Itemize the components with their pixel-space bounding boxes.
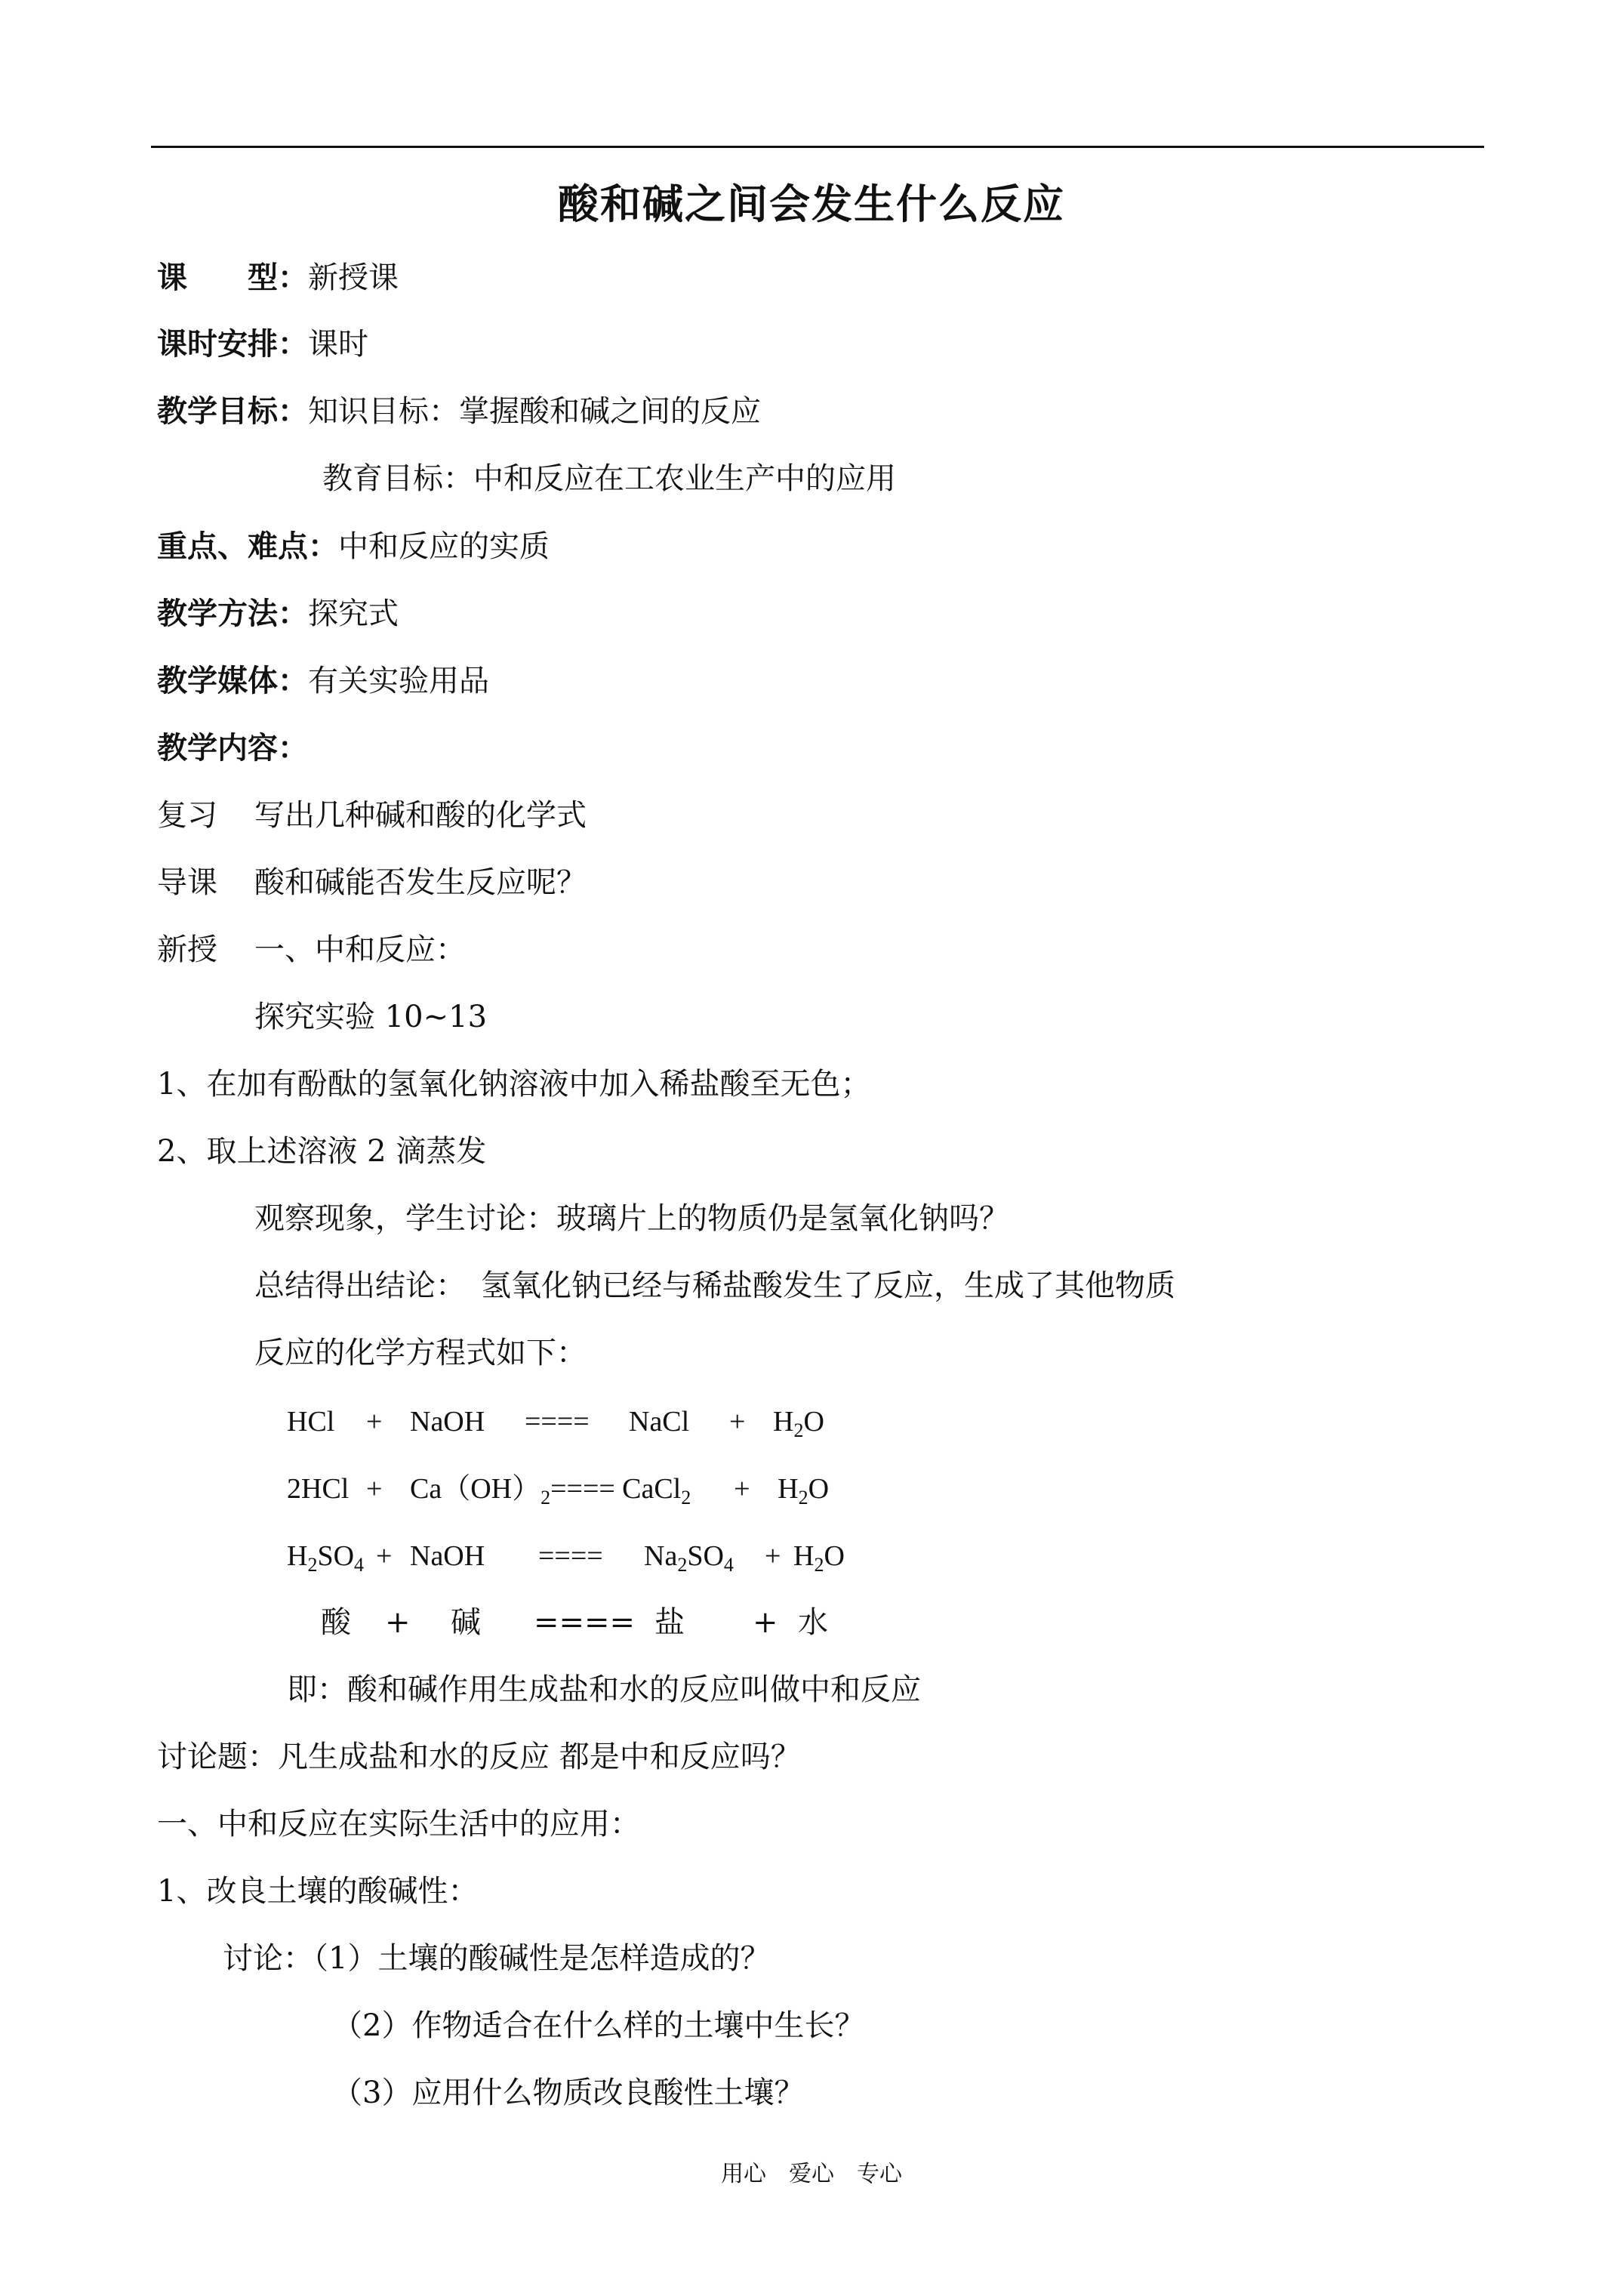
eq3-plus-1: +: [376, 1540, 393, 1572]
eq1-reactant-b: NaOH: [410, 1406, 485, 1438]
eq2-product-c: CaCl$_2$: [622, 1473, 691, 1509]
schedule-label: 课时安排：: [157, 327, 308, 362]
schedule-row: [157, 325, 368, 363]
media-row: [157, 662, 489, 700]
question-3: （3）应用什么物质改良酸性土壤？: [332, 2076, 805, 2110]
general-plus-2: +: [753, 1605, 778, 1640]
course-type-value: 新授课: [308, 260, 399, 295]
eq1-plus-1: +: [366, 1406, 383, 1438]
eq2-arrow: ====: [550, 1473, 615, 1505]
page-footer: 用心 爱心 专心: [721, 2161, 902, 2187]
method-label: 教学方法：: [157, 596, 308, 631]
eq2-plus-2: +: [734, 1473, 750, 1505]
course-type-row: [157, 259, 399, 297]
objectives-row: [157, 393, 761, 430]
eq3-reactant-b: NaOH: [410, 1540, 485, 1572]
general-base: 碱: [451, 1605, 481, 1640]
key-points-row: [157, 528, 550, 566]
step-2: 2、取上述溶液 2 滴蒸发: [157, 1134, 487, 1169]
objective-knowledge: 知识目标：掌握酸和碱之间的反应: [308, 394, 761, 429]
review-label: 复习: [157, 798, 217, 833]
equation-3: [287, 1537, 845, 1575]
method-row: [157, 595, 399, 633]
equation-1: [287, 1403, 824, 1441]
experiment-line: 探究实验 10~13: [254, 1000, 488, 1034]
eq3-plus-2: +: [765, 1540, 781, 1572]
eq3-reactant-a: $H_2SO_4$: [287, 1540, 365, 1576]
eq2-product-d: $H_2O$: [778, 1473, 830, 1509]
general-equation: [321, 1604, 828, 1641]
intro-label: 导课: [157, 865, 217, 900]
review-text: 写出几种碱和酸的化学式: [254, 798, 587, 833]
general-plus-1: +: [385, 1605, 411, 1640]
schedule-value: 课时: [308, 327, 368, 362]
method-value: 探究式: [308, 596, 399, 631]
soil-heading: 1、改良土壤的酸碱性：: [157, 1874, 479, 1909]
content-label: 教学内容：: [157, 731, 308, 766]
conclusion-line: 总结得出结论： 氢氧化钠已经与稀盐酸发生了反应，生成了其他物质: [254, 1268, 1175, 1303]
eq1-product-d: $H_2O$: [773, 1406, 824, 1441]
eq1-reactant-a: HCl: [287, 1406, 335, 1438]
new-label: 新授: [157, 932, 217, 967]
general-acid: 酸: [321, 1605, 351, 1640]
eq3-product-c: $Na_2SO_4$: [644, 1540, 734, 1576]
course-type-label: 课 型：: [157, 260, 308, 295]
discussion-question: 讨论题：凡生成盐和水的反应 都是中和反应吗？: [157, 1740, 801, 1774]
eq2-plus-1: +: [366, 1473, 383, 1505]
eq3-arrow: ====: [538, 1540, 603, 1572]
new-heading: 一、中和反应：: [254, 932, 466, 967]
key-points-value: 中和反应的实质: [338, 529, 550, 564]
key-points-label: 重点、难点：: [157, 529, 338, 564]
media-value: 有关实验用品: [308, 664, 489, 698]
header-rule: [151, 146, 1484, 148]
general-arrow: ====: [534, 1605, 636, 1640]
page-title: 酸和碱之间会发生什么反应: [558, 180, 1065, 228]
eq1-arrow: ====: [525, 1406, 590, 1438]
media-label: 教学媒体：: [157, 664, 308, 698]
step-1: 1、在加有酚酞的氢氧化钠溶液中加入稀盐酸至无色；: [157, 1067, 871, 1102]
eq1-product-c: NaCl: [629, 1406, 690, 1438]
question-2: （2）作物适合在什么样的土壤中生长？: [332, 2008, 865, 2043]
eq2-reactant-a: 2HCl: [287, 1473, 350, 1505]
general-water: 水: [798, 1605, 828, 1640]
eq1-plus-2: +: [729, 1406, 746, 1438]
observe-line: 观察现象，学生讨论：玻璃片上的物质仍是氢氧化钠吗？: [254, 1201, 1009, 1236]
eq3-product-d: $H_2O$: [793, 1540, 845, 1576]
definition-line: 即：酸和碱作用生成盐和水的反应叫做中和反应: [287, 1672, 921, 1707]
objective-education: 教育目标：中和反应在工农业生产中的应用: [322, 461, 896, 496]
application-heading: 一、中和反应在实际生活中的应用：: [157, 1807, 640, 1841]
objectives-label: 教学目标：: [157, 394, 308, 429]
equation-2: [287, 1470, 829, 1508]
intro-text: 酸和碱能否发生反应呢？: [254, 865, 587, 900]
equations-intro: 反应的化学方程式如下：: [254, 1336, 587, 1370]
general-salt: 盐: [654, 1605, 685, 1640]
eq2-reactant-b: $Ca(OH)_2$: [410, 1473, 551, 1509]
question-1: 讨论：（1）土壤的酸碱性是怎样造成的？: [223, 1941, 771, 1976]
